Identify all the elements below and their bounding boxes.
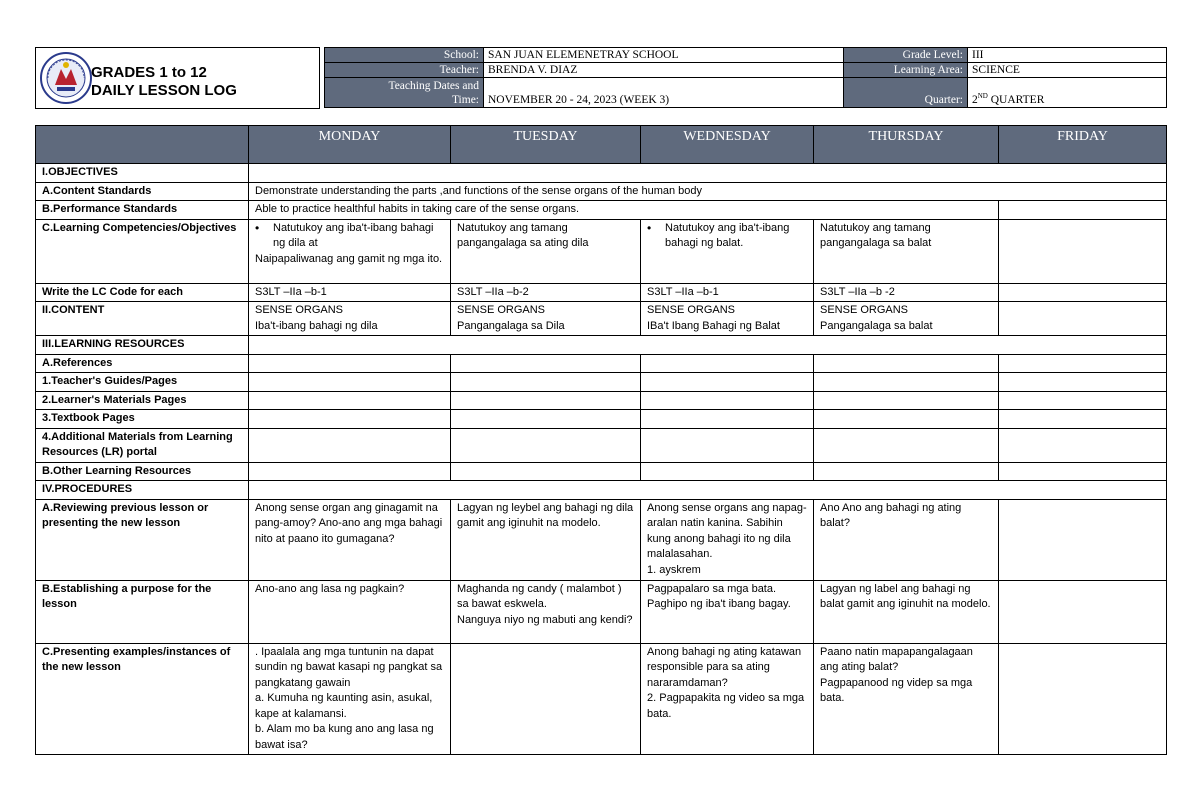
competencies-wed [641,219,814,283]
purpose-wed: Pagpapalaro sa mga bata. Paghipo ng iba't ibang bagay. [641,580,814,643]
reviewing-thu: Ano Ano ang bahagi ng ating balat? [814,499,999,580]
competency-extra: Naipapaliwanag ang gamit ng mga ito. [255,252,443,265]
reviewing-label: A.Reviewing previous lesson or presenting the new lesson [36,499,249,580]
friday-cell [999,283,1167,302]
empty-cell [814,410,999,429]
table-row [36,428,1167,462]
content-wed: SENSE ORGANS IBa't Ibang Bahagi ng Balat [641,302,814,336]
quarter-value [968,78,1167,108]
presenting-tue [451,643,641,755]
school-label: School: [325,48,484,63]
empty-cell [999,462,1167,481]
reviewing-tue: Lagyan ng leybel ang bahagi ng dila gamit ang iginuhit na modelo. [451,499,641,580]
lc-code-tue: S3LT –IIa –b-2 [451,283,641,302]
references-label: A.References [36,354,249,373]
dates-value: NOVEMBER 20 - 24, 2023 (WEEK 3) [484,78,844,108]
table-row [36,283,1167,302]
area-label: Learning Area: [844,63,968,78]
dates-label-line1: Teaching Dates and [388,80,479,92]
competencies-mon [249,219,451,283]
presenting-label: C.Presenting examples/instances of the new lesson [36,643,249,755]
empty-cell [999,428,1167,462]
performance-standards-value: Able to practice healthful habits in taking care of the sense organs. [249,201,999,220]
competency-bullet: • Natutukoy ang iba't-ibang bahagi ng balat. [647,221,807,252]
grade-label: Grade Level: [844,48,968,63]
empty-cell [451,391,641,410]
area-value: SCIENCE [968,63,1167,78]
procedures-cell [249,481,1167,500]
empty-cell [814,373,999,392]
competencies-label: C.Learning Competencies/Objectives [36,219,249,283]
performance-standards-label: B.Performance Standards [36,201,249,220]
table-row [36,354,1167,373]
friday-cell [999,219,1167,283]
lesson-log-table [35,125,1167,755]
empty-cell [641,354,814,373]
empty-cell [814,354,999,373]
grade-value: III [968,48,1167,63]
other-resources-label: B.Other Learning Resources [36,462,249,481]
table-row [36,336,1167,355]
procedures-label: IV.PROCEDURES [36,481,249,500]
empty-cell [451,354,641,373]
table-row [36,219,1167,283]
table-row [36,302,1167,336]
table-row [36,410,1167,429]
day-wednesday: WEDNESDAY [641,126,814,164]
quarter-sup: ND [977,92,988,101]
table-row [36,373,1167,392]
empty-cell [641,428,814,462]
lc-code-thu: S3LT –IIa –b -2 [814,283,999,302]
empty-cell [451,410,641,429]
friday-cell [999,302,1167,336]
empty-cell [249,410,451,429]
purpose-tue: Maghanda ng candy ( malambot ) sa bawat eskwela. Nanguya niyo ng mabuti ang kendi? [451,580,641,643]
quarter-num: 2 [972,94,978,106]
purpose-thu: Lagyan ng label ang bahagi ng balat gamit ang iginuhit na modelo. [814,580,999,643]
empty-cell [249,428,451,462]
learners-materials-label: 2.Learner's Materials Pages [36,391,249,410]
presenting-thu: Paano natin mapapangalagaan ang ating balat? Pagpapanood ng videp sa mga bata. [814,643,999,755]
table-row [36,201,1167,220]
empty-cell [999,410,1167,429]
table-row [36,164,1167,183]
table-row [36,580,1167,643]
reviewing-mon: Anong sense organ ang ginagamit na pang-amoy? Ano-ano ang mga bahagi nito at paano ito gumagana? [249,499,451,580]
title-block [35,47,320,109]
objectives-label: I.OBJECTIVES [36,164,249,183]
presenting-mon: . Ipaalala ang mga tuntunin na dapat sundin ng bawat kasapi ng pangkat sa pangkatang gawain a. Kumuha ng kaunting asin, asukal, kape at kalamansi. b. Alam mo ba kung ano ang lasa ng bawat isa? [249,643,451,755]
empty-cell [999,391,1167,410]
empty-cell [249,391,451,410]
empty-cell [451,462,641,481]
competencies-thu: Natutukoy ang tamang pangangalaga sa balat [814,219,999,283]
school-value: SAN JUAN ELEMENETRAY SCHOOL [484,48,844,63]
table-row [36,391,1167,410]
day-friday: FRIDAY [999,126,1167,164]
dates-label-line2: Time: [451,94,479,106]
objectives-cell [249,164,1167,183]
empty-cell [451,373,641,392]
content-tue: SENSE ORGANS Pangangalaga sa Dila [451,302,641,336]
teacher-label: Teacher: [325,63,484,78]
friday-cell [999,643,1167,755]
textbook-label: 3.Textbook Pages [36,410,249,429]
learning-resources-cell [249,336,1167,355]
empty-cell [814,428,999,462]
table-row [36,643,1167,755]
competencies-tue: Natutukoy ang tamang pangangalaga sa ating dila [451,219,641,283]
empty-cell [451,428,641,462]
empty-cell [999,373,1167,392]
content-standards-value: Demonstrate understanding the parts ,and functions of the sense organs of the human body [249,182,1167,201]
empty-cell [249,462,451,481]
empty-cell [999,354,1167,373]
lc-code-mon: S3LT –IIa –b-1 [249,283,451,302]
purpose-mon: Ano-ano ang lasa ng pagkain? [249,580,451,643]
friday-cell [999,580,1167,643]
empty-cell [814,462,999,481]
quarter-text: QUARTER [987,94,1045,106]
content-thu: SENSE ORGANS Pangangalaga sa balat [814,302,999,336]
empty-cell [641,373,814,392]
empty-cell [641,462,814,481]
dates-label [325,78,484,108]
title-line-2: DAILY LESSON LOG [91,82,237,99]
day-thursday: THURSDAY [814,126,999,164]
empty-cell [641,391,814,410]
quarter-label: Quarter: [844,78,968,108]
content-mon: SENSE ORGANS Iba't-ibang bahagi ng dila [249,302,451,336]
content-standards-label: A.Content Standards [36,182,249,201]
teacher-value: BRENDA V. DIAZ [484,63,844,78]
table-row [36,182,1167,201]
empty-cell [249,354,451,373]
learning-resources-label: III.LEARNING RESOURCES [36,336,249,355]
purpose-label: B.Establishing a purpose for the lesson [36,580,249,643]
lc-code-wed: S3LT –IIa –b-1 [641,283,814,302]
friday-cell [999,201,1167,220]
content-label: II.CONTENT [36,302,249,336]
corner-cell [36,126,249,164]
table-row [36,462,1167,481]
empty-cell [814,391,999,410]
title-line-1: GRADES 1 to 12 [91,64,207,81]
friday-cell [999,499,1167,580]
teachers-guide-label: 1.Teacher's Guides/Pages [36,373,249,392]
competency-bullet: • Natutukoy ang iba't-ibang bahagi ng dila at [255,221,444,252]
empty-cell [641,410,814,429]
deped-seal-icon [39,51,93,105]
table-row [36,499,1167,580]
reviewing-wed: Anong sense organs ang napag-aralan natin kanina. Sabihin kung anong bahagi ito ng dila malalasahan. 1. ayskrem [641,499,814,580]
day-monday: MONDAY [249,126,451,164]
table-row [36,481,1167,500]
day-header-row [36,126,1167,164]
header-info-table [324,47,1167,108]
day-tuesday: TUESDAY [451,126,641,164]
empty-cell [249,373,451,392]
additional-materials-label: 4.Additional Materials from Learning Resources (LR) portal [36,428,249,462]
presenting-wed: Anong bahagi ng ating katawan responsible para sa ating nararamdaman? 2. Pagpapakita ng video sa mga bata. [641,643,814,755]
lc-code-label: Write the LC Code for each [36,283,249,302]
